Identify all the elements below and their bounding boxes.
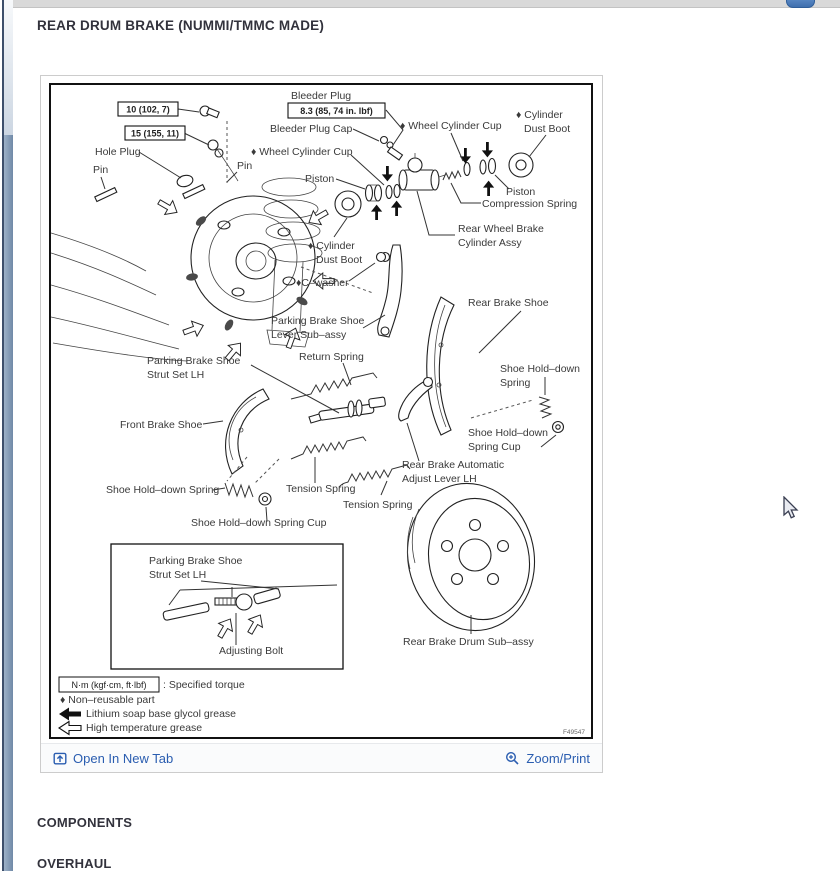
legend-torque-unit: N·m (kgf·cm, ft·lbf) — [71, 680, 147, 690]
rail-track — [4, 0, 13, 135]
torque-box-hub-bolt — [118, 102, 178, 116]
page-title: REAR DRUM BRAKE (NUMMI/TMMC MADE) — [37, 18, 325, 33]
mouse-cursor — [783, 496, 803, 522]
torque-value-bleeder: 8.3 (85, 74 in. lbf) — [300, 106, 373, 116]
label-cylinder-dust-boot-right-2: Dust Boot — [524, 123, 571, 135]
torque-value-brake-line: 15 (155, 11) — [130, 128, 180, 139]
return-spring-drawing — [291, 373, 377, 399]
section-heading-components: COMPONENTS — [37, 815, 133, 830]
label-inset-strut-1: Parking Brake Shoe — [149, 555, 243, 567]
high-temp-grease-arrow-icon — [59, 722, 81, 735]
label-inset-strut-2: Strut Set LH — [149, 569, 207, 581]
label-parking-lever-2: Lever Sub–assy — [271, 329, 347, 341]
label-parking-lever-1: Parking Brake Shoe — [271, 315, 365, 327]
label-adjust-lever-1: Rear Brake Automatic — [402, 459, 505, 471]
label-piston-right: Piston — [506, 186, 536, 198]
open-in-new-tab-link[interactable] — [53, 751, 173, 766]
legend-non-reusable: ♦ Non–reusable part — [60, 694, 155, 706]
strut-assembly-drawing — [309, 397, 386, 423]
torque-box-brake-line — [125, 126, 185, 140]
adjust-lever-drawing — [399, 378, 433, 422]
tension-springs-drawing — [291, 437, 410, 487]
label-rear-brake-drum: Rear Brake Drum Sub–assy — [403, 636, 534, 648]
label-cylinder-dust-boot-left-1: ♦ Cylinder — [308, 240, 355, 252]
label-bleeder-plug: Bleeder Plug — [291, 90, 352, 102]
figure-footer — [41, 743, 602, 772]
section-heading-overhaul: OVERHAUL — [37, 856, 112, 871]
backing-plate-drawing — [185, 196, 315, 332]
label-pin-right: Pin — [237, 160, 253, 172]
zoom-print-label: Zoom/Print — [526, 750, 590, 766]
figure-code: F49547 — [562, 729, 585, 736]
label-rear-wheel-brake-2: Cylinder Assy — [458, 237, 522, 249]
label-hole-plug: Hole Plug — [95, 146, 141, 158]
label-compression-spring: Compression Spring — [482, 198, 578, 210]
label-shoe-cup-left: Shoe Hold–down Spring Cup — [191, 517, 327, 529]
label-shoe-hold-down-left: Shoe Hold–down Spring — [106, 484, 220, 496]
figure-card — [40, 75, 603, 773]
open-in-new-tab-icon — [53, 751, 67, 765]
label-shoe-hold-down-right-1: Shoe Hold–down — [500, 363, 580, 375]
label-shoe-cup-right-2: Spring Cup — [468, 441, 521, 453]
label-wheel-cylinder-cup-left: ♦ Wheel Cylinder Cup — [251, 146, 353, 158]
label-tension-spring-2: Tension Spring — [343, 499, 413, 511]
label-tension-spring-1: Tension Spring — [286, 483, 356, 495]
front-brake-shoe-drawing — [226, 389, 269, 474]
toolbar-button-remnant[interactable] — [786, 0, 815, 8]
open-in-new-tab-label: Open In New Tab — [73, 750, 174, 766]
torque-box-bleeder — [288, 103, 385, 118]
legend — [59, 677, 245, 735]
label-adjust-lever-2: Adjust Lever LH — [402, 473, 477, 485]
label-shoe-hold-down-right-2: Spring — [500, 377, 531, 389]
zoom-print-icon — [505, 751, 520, 766]
label-cylinder-dust-boot-right-1: ♦ Cylinder — [516, 109, 563, 121]
brake-diagram — [51, 85, 591, 737]
legend-torque-desc: : Specified torque — [163, 679, 245, 691]
label-piston-left: Piston — [305, 173, 335, 185]
legend-high-temp-grease: High temperature grease — [86, 722, 203, 734]
torque-value-hub-bolt: 10 (102, 7) — [126, 104, 170, 115]
label-shoe-cup-right-1: Shoe Hold–down — [468, 427, 548, 439]
label-c-washer: ♦C–washer — [296, 277, 349, 289]
legend-lithium-grease: Lithium soap base glycol grease — [86, 708, 237, 720]
label-parking-strut-1: Parking Brake Shoe — [147, 355, 241, 367]
label-bleeder-plug-cap: Bleeder Plug Cap — [270, 123, 353, 135]
label-front-brake-shoe: Front Brake Shoe — [120, 419, 203, 431]
left-scroll-rail[interactable] — [0, 0, 13, 871]
diagram-frame — [49, 83, 593, 739]
label-rear-wheel-brake-1: Rear Wheel Brake — [458, 223, 544, 235]
zoom-print-link[interactable] — [505, 751, 590, 766]
label-pin-left: Pin — [93, 164, 109, 176]
label-rear-brake-shoe: Rear Brake Shoe — [468, 297, 549, 309]
top-toolbar-edge — [0, 0, 840, 8]
rear-brake-shoe-drawing — [427, 297, 454, 435]
rail-thumb[interactable] — [4, 135, 13, 871]
label-cylinder-dust-boot-left-2: Dust Boot — [316, 254, 363, 266]
label-wheel-cylinder-cup-right: ♦ Wheel Cylinder Cup — [400, 120, 502, 132]
label-adjusting-bolt: Adjusting Bolt — [219, 645, 284, 657]
label-parking-strut-2: Strut Set LH — [147, 369, 205, 381]
lithium-grease-arrow-icon — [59, 708, 81, 721]
label-return-spring: Return Spring — [299, 351, 364, 363]
